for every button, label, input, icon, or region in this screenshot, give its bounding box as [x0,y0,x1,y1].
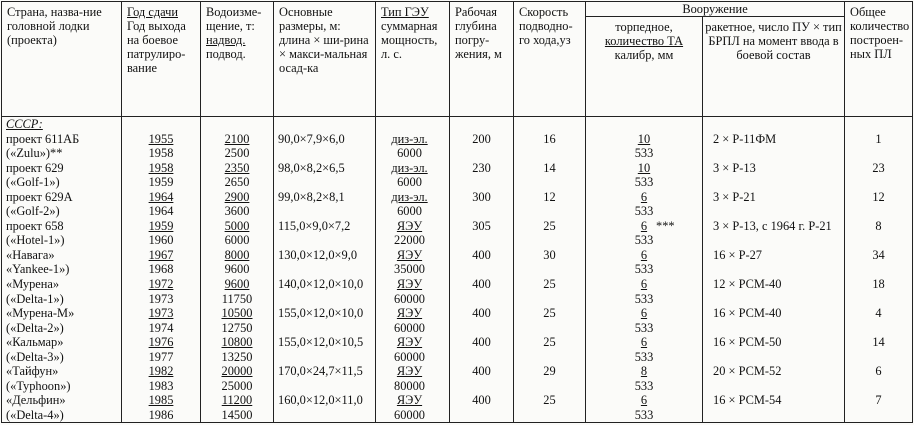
total-built: 23 [872,160,885,175]
torpedo-caliber: 533 [634,175,654,190]
header-disp-bottom: подвод. [206,47,246,61]
boat-name-code: («Delta-2») [6,320,64,335]
col-size [274,117,376,423]
torpedo-tubes-count: 6 [640,393,648,408]
torpedo-caliber: 533 [634,291,654,306]
displacement-surface: 5000 [224,218,250,233]
torpedo-tubes-line [586,335,702,350]
boat-name: проект 629 [6,160,64,175]
header-power-top: Тип ГЭУ [381,5,429,19]
underwater-speed: 25 [543,335,556,350]
col-displacement [201,117,274,423]
col-missile [703,117,845,423]
displacement-submerged: 9600 [224,262,250,277]
main-dimensions: 170,0×24,7×11,5 [278,364,363,379]
year-patrol: 1977 [148,349,174,364]
displacement-surface: 2100 [224,131,250,146]
year-patrol: 1973 [148,291,174,306]
diving-depth: 305 [472,218,491,233]
col-total [845,117,913,423]
torpedo-tubes-line [586,190,702,205]
header-power-bottom: суммарная мощность, л. с. [381,19,438,61]
year-patrol: 1959 [148,175,174,190]
torpedo-caliber: 533 [634,262,654,277]
powerplant-power: 80000 [394,378,425,393]
header-country: Страна, назва-ние головной лодки (проекта) [2,2,122,117]
header-displacement [201,2,274,117]
total-built: 1 [875,131,882,146]
powerplant-type: ЯЭУ [396,306,423,321]
powerplant-power: 6000 [397,146,422,161]
powerplant-type: ЯЭУ [396,393,423,408]
missile-armament: 16 × РСМ-40 [713,306,782,321]
missile-armament: 3 × Р-13 [713,160,756,175]
boat-name: проект 611АБ [6,131,80,146]
col-power [376,117,450,423]
powerplant-type: ЯЭУ [396,218,423,233]
col-torpedo [586,117,703,423]
displacement-surface: 8000 [224,247,250,262]
header-torp-bottom: калибр, мм [614,48,674,62]
missile-armament: 2 × Р-11ФМ [713,131,777,146]
main-dimensions: 115,0×9,0×7,2 [278,218,351,233]
underwater-speed: 25 [543,393,556,408]
diving-depth: 400 [472,306,491,321]
total-built: 18 [872,277,885,292]
underwater-speed: 25 [543,218,556,233]
missile-armament: 3 × Р-21 [713,189,756,204]
diving-depth: 400 [472,364,491,379]
powerplant-power: 6000 [397,204,422,219]
displacement-submerged: 3600 [224,204,250,219]
displacement-submerged: 13250 [221,349,253,364]
torpedo-caliber: 533 [634,407,654,422]
torpedo-tubes-count: 6 [640,189,648,204]
diving-depth: 400 [472,393,491,408]
year-commissioned: 1958 [148,160,174,175]
boat-name: «Навага» [6,247,55,262]
boat-name-code: («Typhoon») [6,378,71,393]
footnote-mark: *** [656,218,675,233]
year-commissioned: 1982 [148,364,174,379]
torpedo-caliber: 533 [634,204,654,219]
header-torp-mid: количество ТА [604,34,684,48]
displacement-surface: 10800 [221,335,253,350]
displacement-submerged: 14500 [221,407,253,422]
country-label: СССР: [6,117,43,131]
displacement-submerged: 25000 [221,378,253,393]
col-year [122,117,201,423]
total-built: 34 [872,247,885,262]
main-dimensions: 98,0×8,2×6,5 [278,160,345,175]
header-disp-mid: надвод. [206,33,246,47]
header-armament: Вооружение [586,2,845,17]
displacement-submerged: 12750 [221,320,253,335]
name-lines [2,117,121,422]
main-dimensions: 90,0×7,9×6,0 [278,131,345,146]
underwater-speed: 14 [543,160,556,175]
total-built: 6 [875,364,882,379]
header-year-bottom: Год выхода на боевое патрулиро-вание [127,19,186,75]
torpedo-tubes-line [586,132,702,147]
torpedo-caliber: 533 [634,146,654,161]
diving-depth: 400 [472,277,491,292]
header-power [376,2,450,117]
boat-name-code: («Golf-1») [6,175,60,190]
torpedo-tubes-line [586,248,702,263]
total-built: 7 [875,393,882,408]
main-dimensions: 160,0×12,0×11,0 [278,393,363,408]
boat-name-code: («Hotel-1») [6,233,65,248]
header-torp-top: торпедное, [615,20,673,34]
missile-armament: 12 × РСМ-40 [713,277,782,292]
header-disp-top: Водоизме-щение, т: [206,5,262,33]
underwater-speed: 16 [543,131,556,146]
diving-depth: 300 [472,189,491,204]
displacement-surface: 9600 [224,277,250,292]
submarine-table [1,1,913,423]
torpedo-tubes-line [586,364,702,379]
year-commissioned: 1972 [148,277,174,292]
year-patrol: 1986 [148,407,174,422]
main-dimensions: 155,0×12,0×10,5 [278,335,364,350]
powerplant-type: диз-эл. [391,160,428,175]
torpedo-tubes-line [586,277,702,292]
year-commissioned: 1964 [148,189,174,204]
powerplant-type: диз-эл. [391,189,428,204]
header-speed: Скорость подводно-го хода,уз [514,2,586,117]
boat-name-code: «Yankee-1») [6,262,70,277]
missile-armament: 16 × Р-27 [713,247,762,262]
powerplant-power: 6000 [397,175,422,190]
torpedo-tubes-count: 8 [640,364,648,379]
header-year-top: Год сдачи [127,5,178,19]
year-commissioned: 1955 [148,131,174,146]
boat-name-code: («Zulu»)** [6,146,63,161]
header-depth: Рабочая глубина погру-жения, м [450,2,514,117]
underwater-speed: 30 [543,247,556,262]
boat-name: проект 658 [6,218,64,233]
powerplant-power: 22000 [394,233,425,248]
year-commissioned: 1976 [148,335,174,350]
torpedo-tubes-count: 6 [640,218,648,233]
underwater-speed: 12 [543,189,556,204]
displacement-surface: 2900 [224,189,250,204]
total-built: 14 [872,335,885,350]
torpedo-tubes-count: 6 [640,306,648,321]
year-patrol: 1960 [148,233,174,248]
header-size: Основные размеры, м: длина × ши-рина × макси-мальная осад-ка [274,2,376,117]
torpedo-tubes-line [586,306,702,321]
displacement-submerged: 2500 [224,146,250,161]
torpedo-caliber: 533 [634,320,654,335]
displacement-submerged: 11750 [221,291,253,306]
header-torpedo [586,17,703,117]
total-built: 12 [872,189,885,204]
torpedo-tubes-count: 10 [637,131,651,146]
boat-name: «Мурена-М» [6,306,75,321]
powerplant-type: диз-эл. [391,131,428,146]
displacement-submerged: 2650 [224,175,250,190]
displacement-surface: 20000 [221,364,253,379]
boat-name-code: («Golf-2») [6,204,60,219]
missile-armament: 20 × РСМ-52 [713,364,782,379]
powerplant-type: ЯЭУ [396,364,423,379]
year-patrol: 1964 [148,204,174,219]
displacement-submerged: 6000 [224,233,250,248]
displacement-surface: 11200 [221,393,253,408]
powerplant-power: 35000 [394,262,425,277]
torpedo-caliber: 533 [634,349,654,364]
boat-name: «Тайфун» [6,364,59,379]
total-built: 4 [875,306,882,321]
diving-depth: 200 [472,131,491,146]
torpedo-tubes-line [586,161,702,176]
year-commissioned: 1967 [148,247,174,262]
boat-name-code: («Delta-3») [6,349,64,364]
torpedo-caliber: 533 [634,233,654,248]
col-depth [450,117,514,423]
torpedo-tubes-line [586,219,702,234]
torpedo-caliber: 533 [634,378,654,393]
torpedo-tubes-count: 6 [640,277,648,292]
boat-name: «Дельфин» [6,393,66,408]
powerplant-power: 60000 [394,291,425,306]
displacement-surface: 10500 [221,306,253,321]
powerplant-power: 60000 [394,407,425,422]
boat-name: проект 629А [6,189,73,204]
diving-depth: 400 [472,335,491,350]
torpedo-tubes-count: 6 [640,247,648,262]
boat-name: «Мурена» [6,277,60,292]
main-dimensions: 155,0×12,0×10,0 [278,306,364,321]
main-dimensions: 130,0×12,0×9,0 [278,247,358,262]
powerplant-type: ЯЭУ [396,335,423,350]
col-speed [514,117,586,423]
powerplant-type: ЯЭУ [396,247,423,262]
header-total: Общее количество построен-ных ПЛ [845,2,913,117]
year-commissioned: 1973 [148,306,174,321]
diving-depth: 230 [472,160,491,175]
powerplant-power: 60000 [394,320,425,335]
total-built: 8 [875,218,882,233]
underwater-speed: 25 [543,277,556,292]
displacement-surface: 2350 [224,160,250,175]
missile-armament: 16 × РСМ-54 [713,393,782,408]
boat-name-code: («Delta-1») [6,291,64,306]
header-year [122,2,201,117]
year-patrol: 1968 [148,262,174,277]
year-patrol: 1958 [148,146,174,161]
underwater-speed: 29 [543,364,556,379]
missile-armament: 16 × РСМ-50 [713,335,782,350]
main-dimensions: 99,0×8,2×8,1 [278,189,345,204]
main-dimensions: 140,0×12,0×10,0 [278,277,364,292]
year-commissioned: 1985 [148,393,174,408]
torpedo-tubes-count: 10 [637,160,651,175]
boat-name-code: («Delta-4») [6,407,64,422]
col-name [2,117,122,423]
diving-depth: 400 [472,247,491,262]
torpedo-tubes-line [586,393,702,408]
year-commissioned: 1959 [148,218,174,233]
boat-name: «Кальмар» [6,335,64,350]
missile-armament: 3 × Р-13, с 1964 г. Р-21 [713,218,832,233]
header-missile: ракетное, число ПУ × тип БРПЛ на момент ввода в боевой состав [703,17,845,117]
powerplant-type: ЯЭУ [396,277,423,292]
year-patrol: 1974 [148,320,174,335]
torpedo-tubes-count: 6 [640,335,648,350]
year-patrol: 1983 [148,378,174,393]
underwater-speed: 25 [543,306,556,321]
powerplant-power: 60000 [394,349,425,364]
